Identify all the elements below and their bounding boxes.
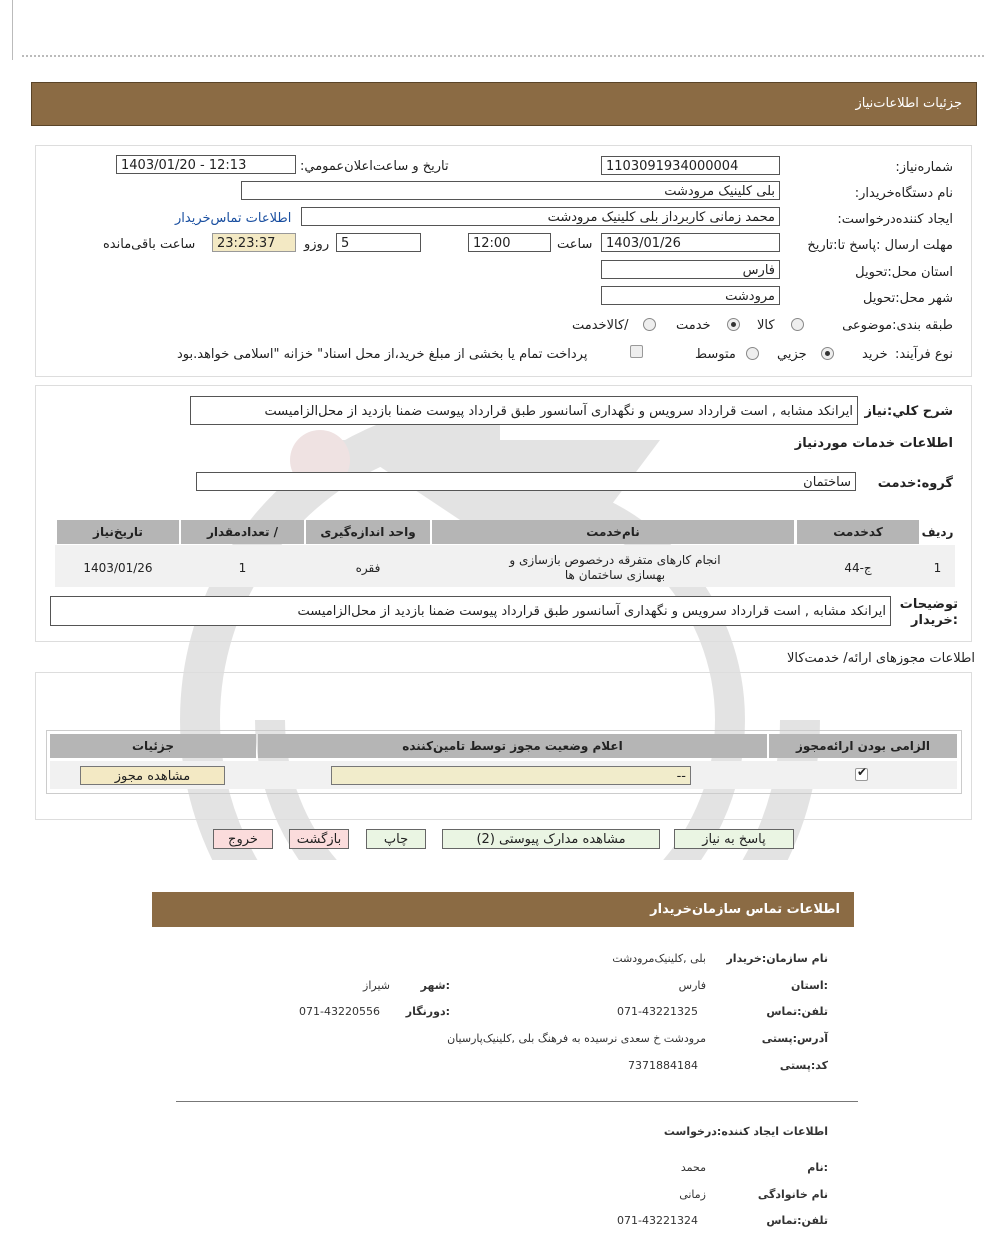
city-contact-value: شیراز — [363, 979, 390, 992]
col-row: رديف — [921, 525, 954, 539]
category-goods-service-label: /کالاخدمت — [572, 318, 629, 333]
remaining-label: ساعت باقی‌مانده — [103, 237, 196, 252]
postal-value: 7371884184 — [628, 1059, 698, 1072]
category-goods-label: کالا — [757, 318, 775, 333]
city-label: شهر محل:تحویل — [863, 291, 953, 306]
creator-family-label: نام خانوادگی — [757, 1188, 828, 1201]
attachments-button[interactable]: مشاهده مدارک پیوستی (2) — [442, 829, 660, 849]
creator-phone-value: 071-43221324 — [617, 1214, 698, 1227]
creator-label: ايجاد كننده‌درخواست: — [837, 212, 953, 227]
creator-name-label: :نام — [807, 1161, 828, 1174]
creator-info-title: اطلاعات ایجاد کننده:درخواست — [663, 1125, 828, 1138]
back-button[interactable]: بازگشت — [289, 829, 349, 849]
col-date: تاریخ‌نیاز — [57, 520, 179, 544]
services-title: اطلاعات خدمات موردنیاز — [794, 436, 953, 451]
exit-button[interactable]: خروج — [213, 829, 273, 849]
cell-date: 1403/01/26 — [83, 561, 153, 575]
phone-label: تلفن:تماس — [766, 1005, 828, 1018]
header-title: جزئیات اطلاعات‌نیاز — [855, 96, 962, 111]
need-info-panel — [35, 145, 972, 377]
org-value: بلی ,کلینیک‌مرودشت — [612, 952, 706, 965]
contact-header — [152, 892, 854, 927]
category-goods-radio[interactable] — [791, 318, 804, 331]
city-field: مرودشت — [601, 286, 780, 305]
address-value: مرودشت خ سعدی نرسیده به فرهنگ بلی ,کلینیک‌پارسیان — [447, 1032, 706, 1045]
buyer-field: بلی کلینیک مرودشت — [241, 181, 780, 200]
cell-row: 1 — [933, 561, 942, 575]
province-contact-value: فارس — [678, 979, 706, 992]
top-divider — [22, 55, 984, 57]
service-group-field: ساختمان — [196, 472, 856, 491]
deadline-date-field: 1403/01/26 — [601, 233, 780, 252]
category-service-radio[interactable] — [727, 318, 740, 331]
org-label: نام سازمان:خریدار — [726, 952, 828, 965]
phone-value: 071-43221325 — [617, 1005, 698, 1018]
creator-field: محمد زمانی کاربرداز بلی کلینیک مرودشت — [301, 207, 780, 226]
days-label: روزو — [304, 237, 330, 252]
cell-qty: 1 — [238, 561, 247, 575]
description-field: ایرانکد مشابه , است قرارداد سرویس و نگهداری آسانسور طبق قرارداد پیوست ضمنا بازدید از محل‌الزامیست — [190, 396, 858, 425]
buyer-notes-label: توضیحات :خریدار — [899, 597, 958, 628]
permit-status-field: -- — [331, 766, 691, 785]
fax-label: :دورنگار — [405, 1005, 450, 1018]
address-label: آدرس:پستی — [761, 1032, 828, 1045]
col-permit-details: جزئیات — [50, 734, 256, 758]
city-contact-label: :شهر — [420, 979, 450, 992]
col-qty: / تعدادمقدار — [181, 520, 304, 544]
page-edge-line — [12, 0, 13, 60]
cell-unit: فقره — [355, 561, 381, 575]
process-label: نوع فرآیند: — [895, 347, 953, 362]
creator-name-value: محمد — [680, 1161, 706, 1174]
buyer-contact-link[interactable]: اطلاعات تماس‌خریدار — [175, 211, 292, 226]
remaining-time-field: 23:23:37 — [212, 233, 296, 252]
treasury-payment-note: پرداخت تمام یا بخشی از مبلغ خرید،از محل اسناد" خزانه "اسلامی خواهد.بود — [177, 347, 588, 362]
page-header — [31, 82, 977, 126]
creator-phone-label: تلفن:تماس — [766, 1214, 828, 1227]
fax-value: 071-43220556 — [299, 1005, 380, 1018]
announce-label: تاريخ و ساعت‌اعلان‌عمومي: — [300, 159, 449, 174]
col-permit-required: الزامی بودن ارائه‌مجوز — [769, 734, 957, 758]
need-number-label: شماره‌نیاز: — [895, 160, 953, 175]
view-permit-button[interactable]: مشاهده مجوز — [80, 766, 225, 785]
buyer-label: نام دستگاه‌خريدار: — [854, 186, 953, 201]
deadline-time-label: ساعت — [557, 237, 593, 252]
col-permit-status: اعلام وضعیت مجوز توسط تامین‌کننده — [258, 734, 767, 758]
category-goods-service-radio[interactable] — [643, 318, 656, 331]
treasury-payment-checkbox[interactable] — [630, 345, 643, 358]
announce-field: 1403/01/20 - 12:13 — [116, 155, 296, 174]
postal-label: کد:پستی — [779, 1059, 828, 1072]
need-number-field: 1103091934000004 — [601, 156, 780, 175]
reply-button[interactable]: پاسخ به نیاز — [674, 829, 794, 849]
category-service-label: خدمت — [676, 318, 711, 333]
process-minor-radio[interactable] — [821, 347, 834, 360]
days-field: 5 — [336, 233, 421, 252]
province-field: فارس — [601, 260, 780, 279]
deadline-time-field: 12:00 — [468, 233, 551, 252]
category-label: طبقه بندی:موضوعی — [842, 318, 953, 333]
contact-divider — [176, 1101, 858, 1102]
deadline-label: مهلت ارسال :پاسخ تا:تاريخ — [807, 238, 953, 253]
province-label: استان محل:تحویل — [855, 265, 953, 280]
check-icon: ✔ — [857, 765, 868, 779]
col-unit: واحد اندازه‌گیری — [306, 520, 430, 544]
process-medium-radio[interactable] — [746, 347, 759, 360]
process-minor-label: جزيي — [777, 347, 807, 362]
process-medium-label: متوسط — [695, 347, 736, 362]
cell-name: انجام کارهای متفرقه درخصوص بازسازی و بهسازی ساختمان ها — [509, 553, 721, 582]
permits-title: اطلاعات مجوزهای ارائه/ خدمت‌کالا — [786, 651, 975, 666]
process-buy-label: خريد — [862, 347, 888, 362]
cell-code: ج-44 — [844, 561, 872, 575]
col-name: نام‌خدمت — [432, 520, 794, 544]
contact-title: اطلاعات تماس سازمان‌خریدار — [650, 902, 840, 917]
creator-family-value: زمانی — [679, 1188, 706, 1201]
buyer-notes-field: ایرانکد مشابه , است قرارداد سرویس و نگهداری آسانسور طبق قرارداد پیوست ضمنا بازدید از محل‌الزامیست — [50, 596, 891, 626]
service-group-label: گروه:خدمت — [877, 476, 953, 491]
description-label: شرح كلي:نياز — [864, 404, 953, 419]
col-code: کدخدمت — [797, 520, 919, 544]
province-contact-label: :استان — [791, 979, 828, 992]
print-button[interactable]: چاپ — [366, 829, 426, 849]
